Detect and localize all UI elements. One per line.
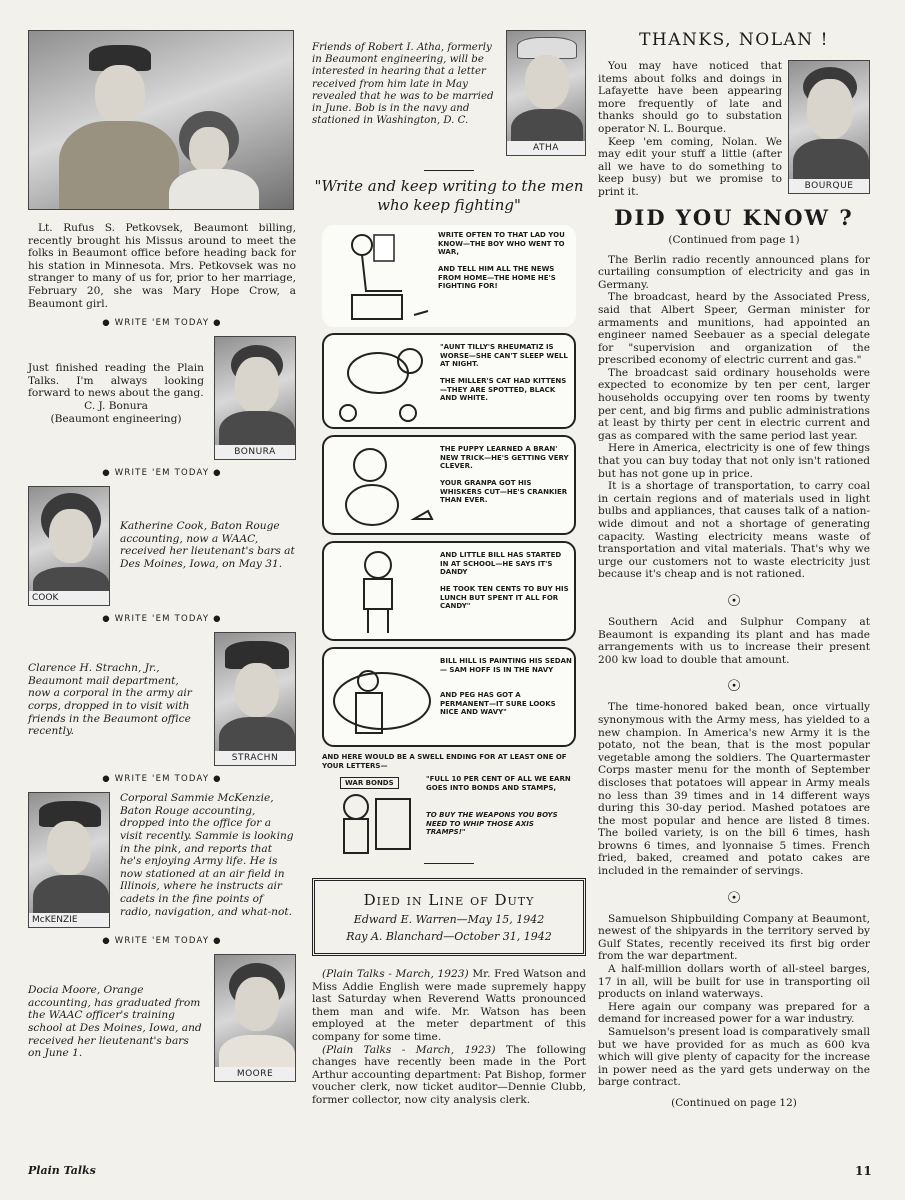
puppy-icon [328,439,438,535]
dyk-paragraph-3: The broadcast said ordinary households were expected to economize by ten per cent, larger households occupying over ten rooms by twenty per cent, and big firms and public administrations at least by thirty per cent in electric current and gas as compared with the same period last year. [598,366,870,442]
uncle-sam-icon [330,789,420,859]
dyk-paragraph-5: It is a shortage of transportation, to carry coal in certain regions and of materials used in light bulbs and appliances, that causes talk of a nation-wide dimout and not a shortage of generating capacity. Wasting electricity means waste of transportation and vital materials. That's why we urge our customers not to waste electricity just because it's cheap and is not rationed. [598,480,870,581]
bourque-photo [788,60,870,194]
dyk-paragraph-7: The time-honored baked bean, once virtually synonymous with the Army mess, has yielded to a new champion. In America's new Army it is the potato, not the bean, that is the most popular vegetable among the soldiers. The Quartermaster Corps master menu for the month of September discloses that potatoes will appear in Army meals no less than 39 times and in 14 different ways during this 30-day period. Mashed potatoes are the most popular and hence are listed 8 times. The boiled variety, is on the bill 6 times, hash browns 6 times, and lyonnaise 5 times. French fried, baked, creamed and potato cakes are included in the remainder of servings. [598,701,870,878]
died-title: Died in Line of Duty [363,891,535,909]
petkovsek-paragraph: Lt. Rufus S. Petkovsek, Beaumont billing, recently brought his Missus around to meet the folks in Beaumont office before heading back for his station in Minnesota. Mrs. Petkovsek was no stranger to many of us for, prior to her marriage, February 20, she was Mary Hope Crow, a Beaumont girl. [28,222,296,310]
atha-photo [506,30,586,156]
write-em-today-divider: ● WRITE 'EM TODAY ● [102,318,222,329]
panel-4-text-b: HE TOOK TEN CENTS TO BUY HIS LUNCH BUT SPENT IT ALL FOR CANDY" [440,585,569,610]
source-label: (Plain Talks - March, 1923) [322,1043,496,1056]
bonura-label: BONURA [215,445,295,459]
mckenzie-paragraph: Corporal Sammie McKenzie, Baton Rouge accounting, dropped into the office for a visit recently. Sammie is looking in the pink, and reports that he's enjoying Army life. He is now stationed at an air field in Illinois, where he instructs air cadets in the fine points of radio, navigation, and what-not. [120,792,294,918]
write-em-today-divider: ● WRITE 'EM TODAY ● [102,468,222,479]
thanks-nolan-item [598,60,870,199]
panel-6-text-b: "FULL 10 PER CENT OF ALL WE EARN GOES INTO BONDS AND STAMPS, [426,775,571,792]
soldier-writing-icon [322,225,432,325]
continued-from-note: (Continued from page 1) [668,233,800,246]
moore-label: MOORE [215,1067,295,1081]
dyk-paragraph-10: Here again our company was prepared for a demand for increased power for a war industry. [598,1000,870,1026]
cook-paragraph: Katherine Cook, Baton Rouge accounting, now a WAAC, received her lieutenant's bars at Des Moines, Iowa, on May 31. [120,520,295,570]
cartoon-panel-3 [322,435,576,535]
dyk-paragraph-9: A half-million dollars worth of all-steel barges, 17 in all, will be built for use in transporting oil products on inland waterways. [598,963,870,1001]
panel-2-text-b: THE MILLER'S CAT HAD KITTENS—THEY ARE SPOTTED, BLACK AND WHITE. [440,377,567,402]
died-in-line-of-duty-box [312,878,586,956]
cook-item [28,486,296,606]
cook-label: COOK [29,591,109,605]
did-you-know-title: DID YOU KNOW ? [614,204,854,230]
moore-item [28,954,296,1082]
panel-1-text-b: AND TELL HIM ALL THE NEWS FROM HOME—THE HOME HE'S FIGHTING FOR! [438,265,556,290]
footer-page-number: 11 [855,1164,872,1178]
thanks-paragraph-2: Keep 'em coming, Nolan. We may edit your stuff a little (after all we have to do something to keep busy) but we promise to print it. [598,135,782,198]
panel-3-text-b: YOUR GRANPA GOT HIS WHISKERS CUT—HE'S CRANKIER THAN EVER. [440,479,568,504]
panel-5-text-a: BILL HILL IS PAINTING HIS SEDAN — SAM HOFF IS IN THE NAVY [440,657,572,674]
cook-photo [28,486,110,606]
boy-icon [328,545,438,641]
moore-photo [214,954,296,1082]
panel-4-text-a: AND LITTLE BILL HAS STARTED IN AT SCHOOL—HE SAYS IT'S DANDY [440,551,562,576]
cartoon-panel-4 [322,541,576,641]
left-column [28,30,296,1082]
bulb-ornament-icon: ☉ [726,590,742,610]
strachn-item [28,632,296,766]
atha-item [312,30,586,156]
cartoon-strip [312,225,586,857]
item-text: The following changes have recently been made in the Port Arthur accounting department: Pat Bishop, former voucher clerk, now ticket auditor—Dennie Clubb, former collector, now city analysis clerk. [312,1043,586,1106]
mckenzie-item [28,792,296,928]
plain-talks-1923-item-1 [312,968,586,1044]
dyk-paragraph-2: The broadcast, heard by the Associated Press, said that Albert Speer, German minister for armaments and munitions, had appointed an engineer named Seebauer as a special delegate for "supervision and organization of the prescribed economy of electric current and gas." [598,291,870,367]
panel-1-text-a: WRITE OFTEN TO THAT LAD YOU KNOW—THE BOY WHO WENT TO WAR, [438,231,565,256]
bonura-paragraph: Just finished reading the Plain Talks. I'm always looking forward to news about the gang. [28,362,204,400]
dyk-paragraph-11: Samuelson's present load is comparatively small but we have provided for as much as 600 kva which will give plenty of capacity for the increase in power need as the yard gets underway on the barge contract. [598,1026,870,1089]
cartoon-panel-1 [322,225,576,327]
moore-paragraph: Docia Moore, Orange accounting, has graduated from the WAAC officer's training school at Des Moines, Iowa, and received her lieutenant's bars on June 1. [28,984,202,1060]
panel-5-text-b: AND PEG HAS GOT A PERMANENT—IT SURE LOOKS NICE AND WAVY" [440,691,556,716]
right-column [598,30,870,1117]
dyk-paragraph-8: Samuelson Shipbuilding Company at Beaumont, newest of the shipyards in the territory served by Gulf States, recently received its first big order from the war department. [598,912,870,963]
item-text: Mr. Fred Watson and Miss Addie English were made supremely happy last Saturday when Reverend Watts pronounced them man and wife. Mr. Watson has been employed at the meter department of this company for some time. [312,968,586,1043]
divider [424,170,474,171]
cartoon-panel-5 [322,647,576,747]
bonura-department: (Beaumont engineering) [50,412,182,425]
strachn-photo [214,632,296,766]
bonura-item [28,336,296,460]
petkovsek-couple-photo [28,30,294,210]
bulb-ornament-icon: ☉ [726,887,742,907]
dyk-paragraph-4: Here in America, electricity is one of few things that you can buy today that not only isn't rationed but has not gone up in price. [598,442,870,480]
thanks-nolan-title: THANKS, NOLAN ! [639,30,829,50]
atha-paragraph: Friends of Robert I. Atha, formerly in Beaumont engineering, will be interested in hearing that a letter received from him late in May revealed that he was to be married in June. Bob is in the navy and stationed in Washington, D. C. [312,42,494,127]
dyk-paragraph-6: Southern Acid and Sulphur Company at Beaumont is expanding its plant and has made arrangements with us to increase their present 200 kw load to double that amount. [598,615,870,666]
write-em-today-divider: ● WRITE 'EM TODAY ● [102,774,222,785]
died-entry-blanchard: Ray A. Blanchard—October 31, 1942 [346,930,552,943]
died-entry-warren: Edward E. Warren—May 15, 1942 [353,913,545,926]
source-label: (Plain Talks - March, 1923) [322,968,469,980]
write-em-today-divider: ● WRITE 'EM TODAY ● [102,936,222,947]
panel-6-text-c: TO BUY THE WEAPONS YOU BOYS NEED TO WHIP THOSE AXIS TRAMPS!" [426,811,558,836]
strachn-label: STRACHN [215,751,295,765]
mckenzie-label: McKENZIE [29,913,109,927]
plain-talks-1923-item-2 [312,1044,586,1107]
war-bonds-sign: WAR BONDS [340,777,399,789]
panel-2-text-a: "AUNT TILLY'S RHEUMATIZ IS WORSE—SHE CAN'T SLEEP WELL AT NIGHT. [440,343,568,368]
panel-3-text-a: THE PUPPY LEARNED A BRAN' NEW TRICK—HE'S GETTING VERY CLEVER. [440,445,569,470]
bulb-ornament-icon: ☉ [726,676,742,696]
cats-icon [328,337,438,429]
thanks-paragraph-1: You may have noticed that items about folks and doings in Lafayette have been appearing more frequently of late and thanks should go to substation operator N. L. Bourque. [598,60,782,135]
continued-on-note: (Continued on page 12) [671,1096,797,1109]
mckenzie-photo [28,792,110,928]
bourque-label: BOURQUE [789,179,869,193]
bonura-photo [214,336,296,460]
write-keep-writing-title: "Write and keep writing to the men who keep fighting" [314,177,584,214]
cartoon-panel-6 [322,753,576,857]
bonura-signature: C. J. Bonura [84,399,148,412]
dyk-paragraph-1: The Berlin radio recently announced plans for curtailing consumption of electricity and gas in Germany. [598,253,870,291]
car-painting-icon [328,651,438,747]
divider [424,863,474,864]
middle-column [312,30,586,1107]
strachn-paragraph: Clarence H. Strachn, Jr., Beaumont mail department, now a corporal in the army air corps, dropped in to visit with friends in the Beaumont office recently. [28,662,192,738]
cartoon-panel-2 [322,333,576,429]
write-em-today-divider: ● WRITE 'EM TODAY ● [102,614,222,625]
panel-6-text-a: AND HERE WOULD BE A SWELL ENDING FOR AT LEAST ONE OF YOUR LETTERS— [322,753,567,770]
footer-publication: Plain Talks [28,1164,96,1177]
atha-label: ATHA [507,141,585,155]
